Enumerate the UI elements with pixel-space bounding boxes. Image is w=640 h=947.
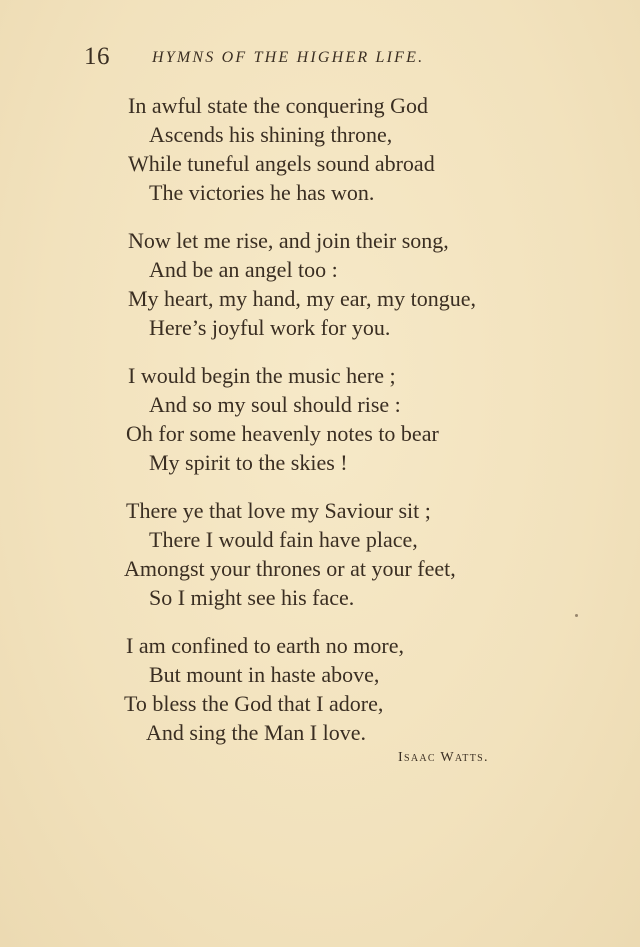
poem-line: So I might see his face. [149,585,355,610]
poem-line: In awful state the conquering God [128,93,428,118]
poem-line: Amongst your thrones or at your feet, [124,556,456,581]
page-number: 16 [84,43,110,70]
paper-speck [575,614,578,617]
poem-line: The victories he has won. [149,180,375,205]
author-attribution: Isaac Watts. [398,750,489,765]
poem-line: Ascends his shining throne, [149,122,393,147]
poem-line: And sing the Man I love. [146,720,366,745]
poem-line: There I would fain have place, [149,527,418,552]
running-title: HYMNS OF THE HIGHER LIFE. [152,49,425,66]
poem-line: My heart, my hand, my ear, my tongue, [128,286,476,311]
poem-line: Now let me rise, and join their song, [128,228,449,253]
poem-line: But mount in haste above, [149,662,380,687]
poem-line: Here’s joyful work for you. [149,315,391,340]
poem-line: And so my soul should rise : [149,392,401,417]
poem-line: Oh for some heavenly notes to bear [126,421,439,446]
poem-line: And be an angel too : [149,257,338,282]
poem-line: To bless the God that I adore, [124,691,384,716]
poem-line: I am confined to earth no more, [126,633,404,658]
poem-line: I would begin the music here ; [128,363,396,388]
poem-line: My spirit to the skies ! [149,450,348,475]
poem-line: While tuneful angels sound abroad [128,151,435,176]
poem-line: There ye that love my Saviour sit ; [126,498,431,523]
